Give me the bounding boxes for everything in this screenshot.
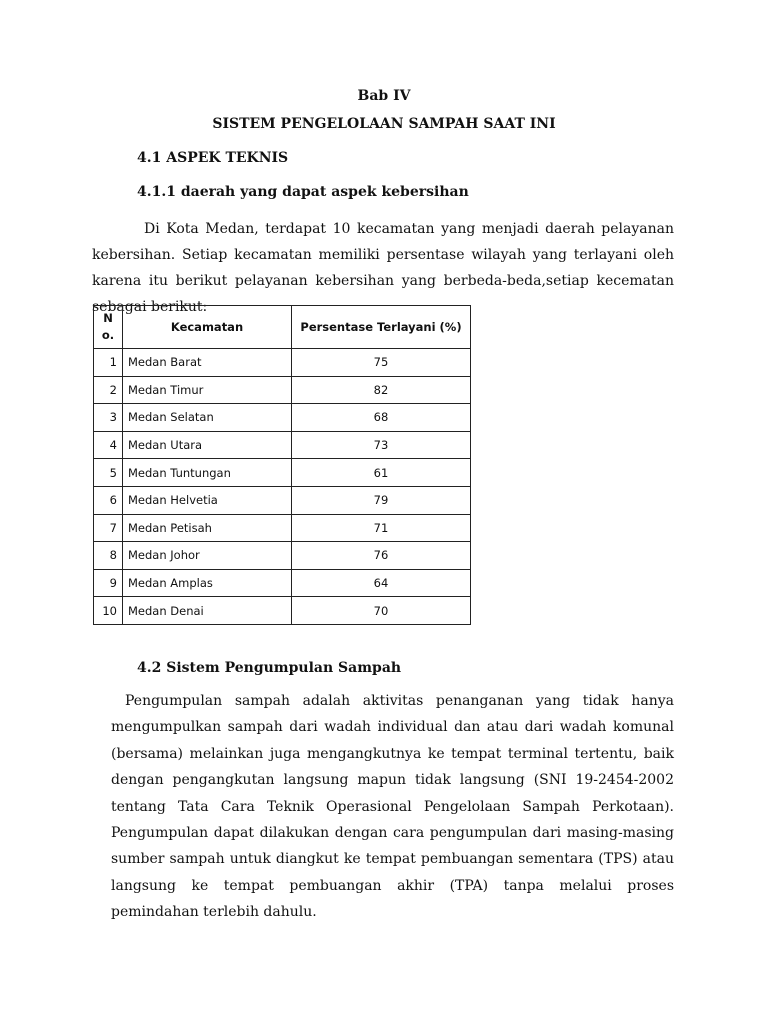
chapter-label: Bab IV: [357, 88, 411, 104]
cell-kecamatan: Medan Helvetia: [123, 486, 292, 514]
cell-no: 5: [94, 459, 123, 487]
cell-no: 7: [94, 514, 123, 542]
table-row: [94, 597, 471, 625]
section-heading-4-1: 4.1 ASPEK TEKNIS: [137, 150, 289, 166]
cell-kecamatan: Medan Johor: [123, 542, 292, 570]
table-row: [94, 376, 471, 404]
cell-no: 9: [94, 569, 123, 597]
cell-no: 3: [94, 404, 123, 432]
cell-persentase: 73: [292, 431, 471, 459]
table-row: [94, 486, 471, 514]
table-row: [94, 459, 471, 487]
cell-no: 10: [94, 597, 123, 625]
header-no: N o.: [94, 306, 123, 349]
cell-persentase: 76: [292, 542, 471, 570]
header-persentase: Persentase Terlayani (%): [292, 306, 471, 349]
table-row: [94, 349, 471, 377]
cell-no: 2: [94, 376, 123, 404]
table-header-row: [94, 306, 471, 349]
cell-persentase: 71: [292, 514, 471, 542]
cell-persentase: 70: [292, 597, 471, 625]
table-row: [94, 542, 471, 570]
collection-paragraph-text: Pengumpulan sampah adalah aktivitas penanganan yang tidak hanya mengumpulkan sampah dari wadah individual dan atau dari wadah komunal (bersama) melainkan juga mengangkutnya ke tempat terminal tertentu, baik dengan pengangkutan langsung mapun tidak langsung (SNI 19-2454-2002 tentang Tata Cara Teknik Operasional Pengelolaan Sampah Perkotaan). Pengumpulan dapat dilakukan dengan cara pengumpulan dari masing-masing sumber sampah untuk diangkut ke tempat pembuangan sementara (TPS) atau langsung ke tempat pembuangan akhir (TPA) tanpa melalui proses pemindahan terlebih dahulu.: [111, 693, 674, 921]
cell-no: 4: [94, 431, 123, 459]
table-row: [94, 431, 471, 459]
cell-persentase: 79: [292, 486, 471, 514]
cell-persentase: 64: [292, 569, 471, 597]
cell-kecamatan: Medan Utara: [123, 431, 292, 459]
cell-persentase: 61: [292, 459, 471, 487]
cell-kecamatan: Medan Petisah: [123, 514, 292, 542]
table-row: [94, 404, 471, 432]
chapter-title: SISTEM PENGELOLAAN SAMPAH SAAT INI: [212, 116, 556, 132]
collection-paragraph: [111, 688, 674, 926]
subsection-heading-4-1-1: 4.1.1 daerah yang dapat aspek kebersihan: [137, 184, 469, 200]
cell-no: 8: [94, 542, 123, 570]
cell-no: 1: [94, 349, 123, 377]
cell-persentase: 68: [292, 404, 471, 432]
table-row: [94, 514, 471, 542]
cell-kecamatan: Medan Barat: [123, 349, 292, 377]
cell-no: 6: [94, 486, 123, 514]
table-row: [94, 569, 471, 597]
cell-persentase: 75: [292, 349, 471, 377]
header-kecamatan: Kecamatan: [123, 306, 292, 349]
cell-kecamatan: Medan Amplas: [123, 569, 292, 597]
cell-kecamatan: Medan Selatan: [123, 404, 292, 432]
kecamatan-table: [93, 305, 471, 625]
cell-persentase: 82: [292, 376, 471, 404]
section-heading-4-2: 4.2 Sistem Pengumpulan Sampah: [137, 660, 402, 676]
cell-kecamatan: Medan Tuntungan: [123, 459, 292, 487]
cell-kecamatan: Medan Timur: [123, 376, 292, 404]
cell-kecamatan: Medan Denai: [123, 597, 292, 625]
intro-paragraph-text: Di Kota Medan, terdapat 10 kecamatan yang menjadi daerah pelayanan kebersihan. Setiap kecamatan memiliki persentase wilayah yang terlayani oleh karena itu berikut pelayanan kebersihan yang berbeda-beda,setiap kecematan sebagai berikut:: [92, 221, 674, 315]
